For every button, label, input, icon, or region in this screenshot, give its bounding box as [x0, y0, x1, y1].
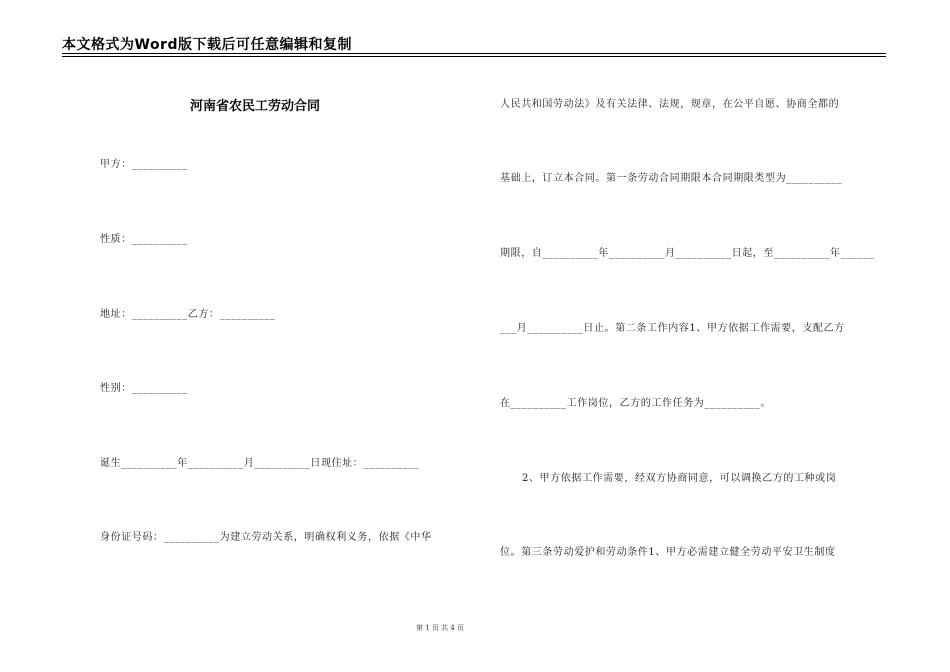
birth-address-field: 诞生__________年__________月__________日现住址：__________: [100, 458, 420, 469]
gender-field: 性别：__________: [100, 383, 188, 394]
body-line-4: ___月__________日止。第二条工作内容1、甲方依据工作需要，支配乙方: [500, 323, 845, 334]
body-line-7: 位。第三条劳动爱护和劳动条件1、甲方必需建立健全劳动平安卫生制度: [500, 547, 836, 558]
page-footer: 第 1 页 共 4 页: [415, 624, 465, 632]
nature-field: 性质：__________: [100, 234, 188, 245]
address-party-b-field: 地址：__________乙方：__________: [100, 309, 276, 320]
body-line-5: 在__________工作岗位，乙方的工作任务为__________。: [500, 398, 771, 409]
body-line-3: 期限，自__________年__________月__________日起，至__________年______: [500, 248, 875, 259]
body-line-6: 2、甲方依据工作需要，经双方协商同意，可以调换乙方的工种或岗: [522, 473, 837, 484]
header-rule-thin: [62, 56, 886, 57]
id-number-line: 身份证号码：__________为建立劳动关系，明确权利义务，依据《中华: [100, 532, 432, 543]
body-line-1: 人民共和国劳动法》及有关法律、法规，规章，在公平自愿、协商全都的: [500, 99, 840, 110]
header-banner: 本文格式为Word版下载后可任意编辑和复制: [62, 37, 352, 53]
header-rule: [62, 53, 886, 54]
body-line-2: 基础上，订立本合同。第一条劳动合同期限本合同期限类型为__________: [500, 173, 843, 184]
party-a-field: 甲方：__________: [100, 159, 188, 170]
document-title: 河南省农民工劳动合同: [190, 99, 321, 114]
